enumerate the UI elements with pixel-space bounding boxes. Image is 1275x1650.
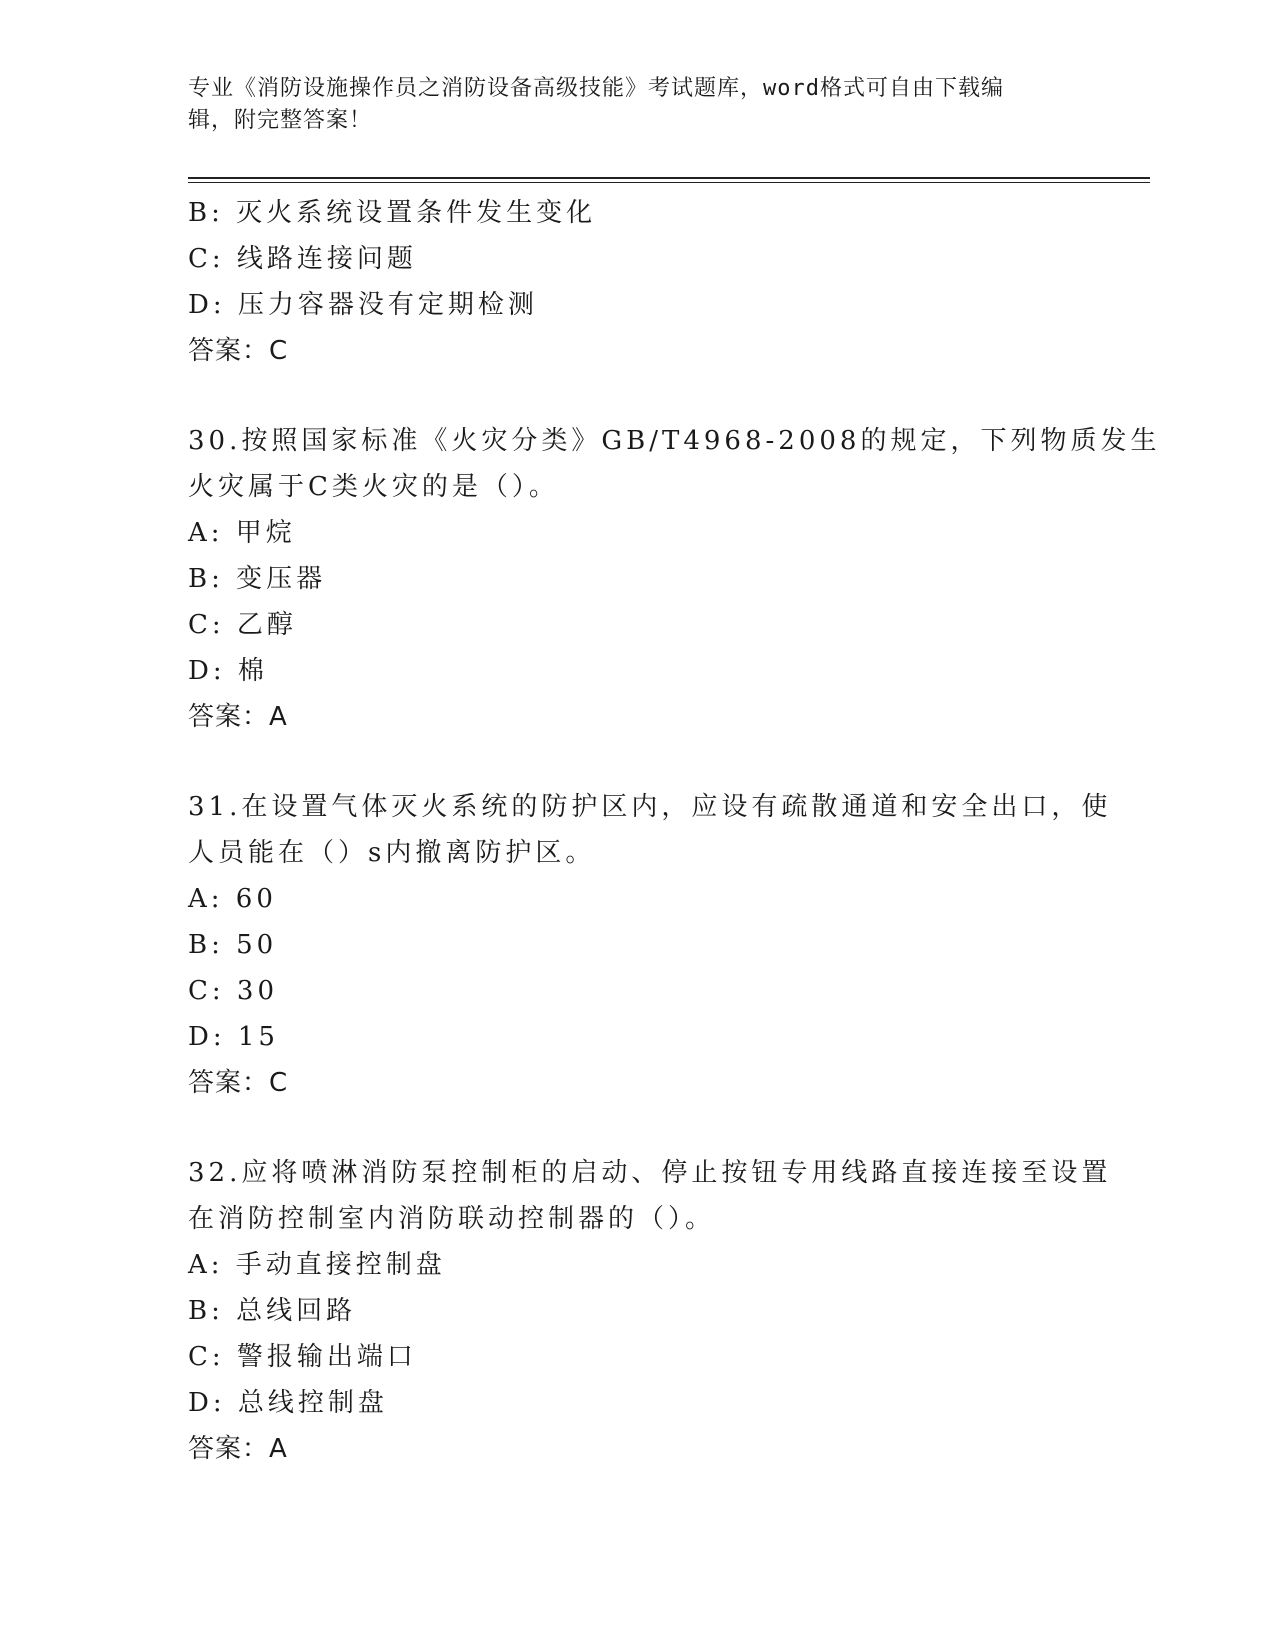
document-header: [188, 73, 1068, 137]
question-stem-line-2: 在消防控制室内消防联动控制器的（）。: [188, 1204, 716, 1234]
question-30: [188, 418, 1161, 740]
option-b: B: 50: [188, 930, 278, 960]
question-31: [188, 784, 1112, 1106]
question-stem-line-2: 火灾属于C类火灾的是（）。: [188, 472, 559, 502]
answer: 答案：C: [188, 1068, 289, 1098]
option-a: A: 甲烷: [188, 518, 296, 548]
option-a: A: 手动直接控制盘: [188, 1250, 446, 1280]
option-c: C: 乙醇: [188, 610, 297, 640]
question-stem-line-2: 人员能在（）s内撤离防护区。: [188, 838, 596, 868]
header-line-2: 辑，附完整答案！: [188, 108, 373, 133]
option-c: C: 警报输出端口: [188, 1342, 417, 1372]
option-c: C: 线路连接问题: [188, 244, 417, 274]
question-list: [188, 190, 1161, 1472]
answer: 答案：A: [188, 1434, 288, 1464]
question-stem-line-1: 30.按照国家标准《火灾分类》GB/T4968-2008的规定，下列物质发生: [188, 426, 1161, 456]
option-b: B: 变压器: [188, 564, 327, 594]
header-line-1: 专业《消防设施操作员之消防设备高级技能》考试题库，word格式可自由下载编: [188, 76, 1004, 101]
option-a: A: 60: [188, 884, 277, 914]
question-stem-line-1: 32.应将喷淋消防泵控制柜的启动、停止按钮专用线路直接连接至设置: [188, 1158, 1112, 1188]
question-stem-line-1: 31.在设置气体灭火系统的防护区内，应设有疏散通道和安全出口，使: [188, 792, 1112, 822]
option-d: D: 15: [188, 1022, 279, 1052]
option-d: D: 棉: [188, 656, 268, 686]
option-d: D: 总线控制盘: [188, 1388, 388, 1418]
answer: 答案：C: [188, 336, 289, 366]
answer: 答案：A: [188, 702, 288, 732]
option-d: D: 压力容器没有定期检测: [188, 290, 538, 320]
question-32: [188, 1150, 1112, 1472]
option-c: C: 30: [188, 976, 279, 1006]
question-29-tail: [188, 190, 1088, 374]
option-b: B: 灭火系统设置条件发生变化: [188, 198, 597, 228]
option-b: B: 总线回路: [188, 1296, 357, 1326]
header-divider: [188, 177, 1150, 183]
